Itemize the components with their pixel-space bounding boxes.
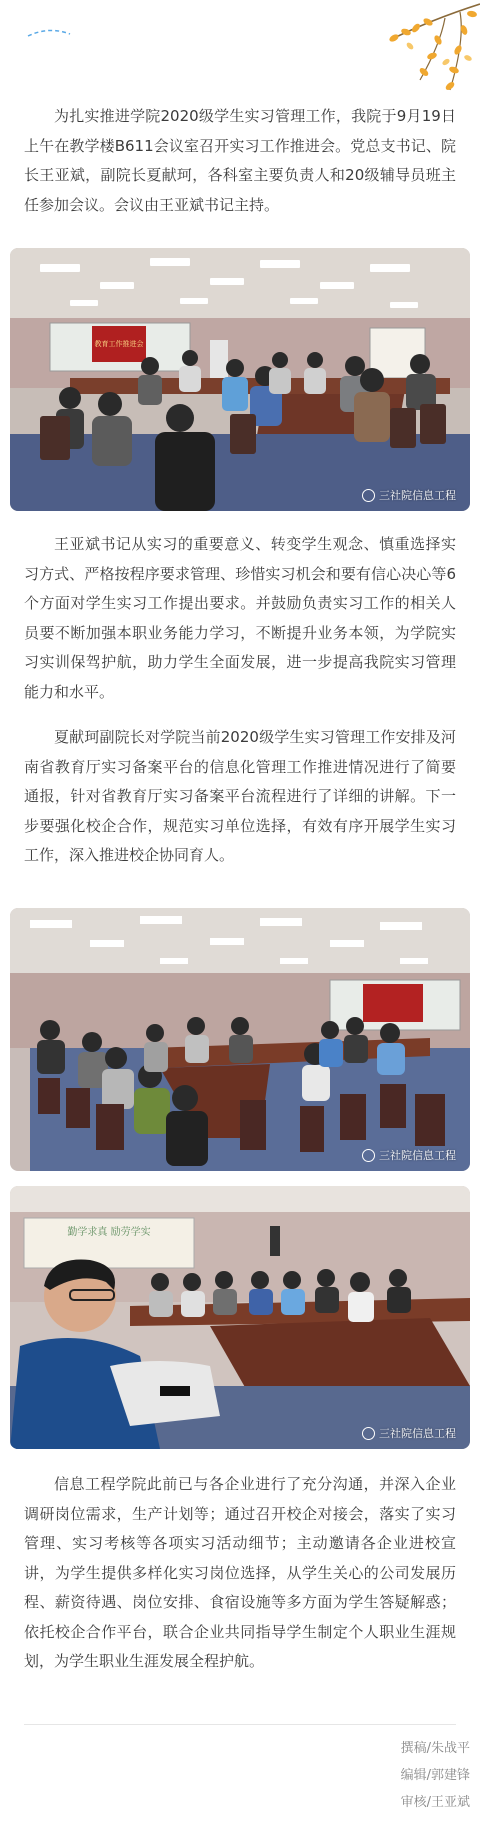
divider bbox=[24, 1724, 456, 1725]
meeting-photo-1 bbox=[10, 248, 470, 511]
editor-credit: 编辑/郭建锋 bbox=[400, 1768, 470, 1783]
article-header bbox=[0, 0, 480, 96]
decorative-dash-icon bbox=[26, 28, 72, 38]
meeting-photo-2 bbox=[10, 908, 470, 1171]
screen-text: 教育工作推进会 bbox=[94, 340, 144, 348]
wechat-logo-icon bbox=[362, 1149, 375, 1162]
intro-paragraph: 为扎实推进学院2020级学生实习管理工作，我院于9月19日上午在教学楼B611会议室召开实习工作推进会。党总支书记、院长王亚斌，副院长夏献珂，各科室主要负责人和20级辅导员班主任参加会议。会议由王亚斌书记主持。 bbox=[24, 107, 456, 214]
watermark-text: 三社院信息工程 bbox=[379, 1149, 456, 1162]
watermark-text: 三社院信息工程 bbox=[379, 1427, 456, 1440]
watermark-text: 三社院信息工程 bbox=[379, 489, 456, 502]
watermark bbox=[362, 1425, 456, 1441]
wang-paragraph: 王亚斌书记从实习的重要意义、转变学生观念、慎重选择实习方式、严格按程序要求管理、珍惜实习机会和要有信心决心等6个方面对学生实习工作提出要求。并鼓励负责实习工作的相关人员要不断加强本职业务能力学习，不断提升业务本领，为学院实习实训保驾护航，助力学生全面发展，进一步提高我院实习管理能力和水平。 bbox=[24, 535, 456, 701]
banner-text: 勤学求真 励劳学实 bbox=[67, 1227, 151, 1238]
reviewer-credit: 审核/王亚斌 bbox=[400, 1795, 470, 1810]
watermark bbox=[362, 1147, 456, 1163]
wechat-logo-icon bbox=[362, 1427, 375, 1440]
watermark bbox=[362, 487, 456, 503]
autumn-branch-icon bbox=[350, 0, 480, 96]
credits bbox=[401, 1735, 470, 1816]
writer-credit: 撰稿/朱战平 bbox=[400, 1741, 470, 1756]
meeting-photo-3 bbox=[10, 1186, 470, 1449]
xia-paragraph: 夏献珂副院长对学院当前2020级学生实习管理工作安排及河南省教育厅实习备案平台的信息化管理工作推进情况进行了简要通报，针对省教育厅实习备案平台流程进行了详细的讲解。下一步要强化校企合作，规范实习单位选择，有效有序开展学生实习工作，深入推进校企协同育人。 bbox=[24, 728, 456, 864]
college-paragraph: 信息工程学院此前已与各企业进行了充分沟通，并深入企业调研岗位需求，生产计划等；通过召开校企对接会，落实了实习管理、实习考核等各项实习活动细节；主动邀请各企业进校宣讲，为学生提供多样化实习岗位选择，从学生关心的公司发展历程、薪资待遇、岗位安排、食宿设施等多方面为学生答疑解惑；依托校企合作平台，联合企业共同指导学生制定个人职业生涯规划，为学生职业生涯发展全程护航。 bbox=[24, 1475, 456, 1670]
wechat-logo-icon bbox=[362, 489, 375, 502]
